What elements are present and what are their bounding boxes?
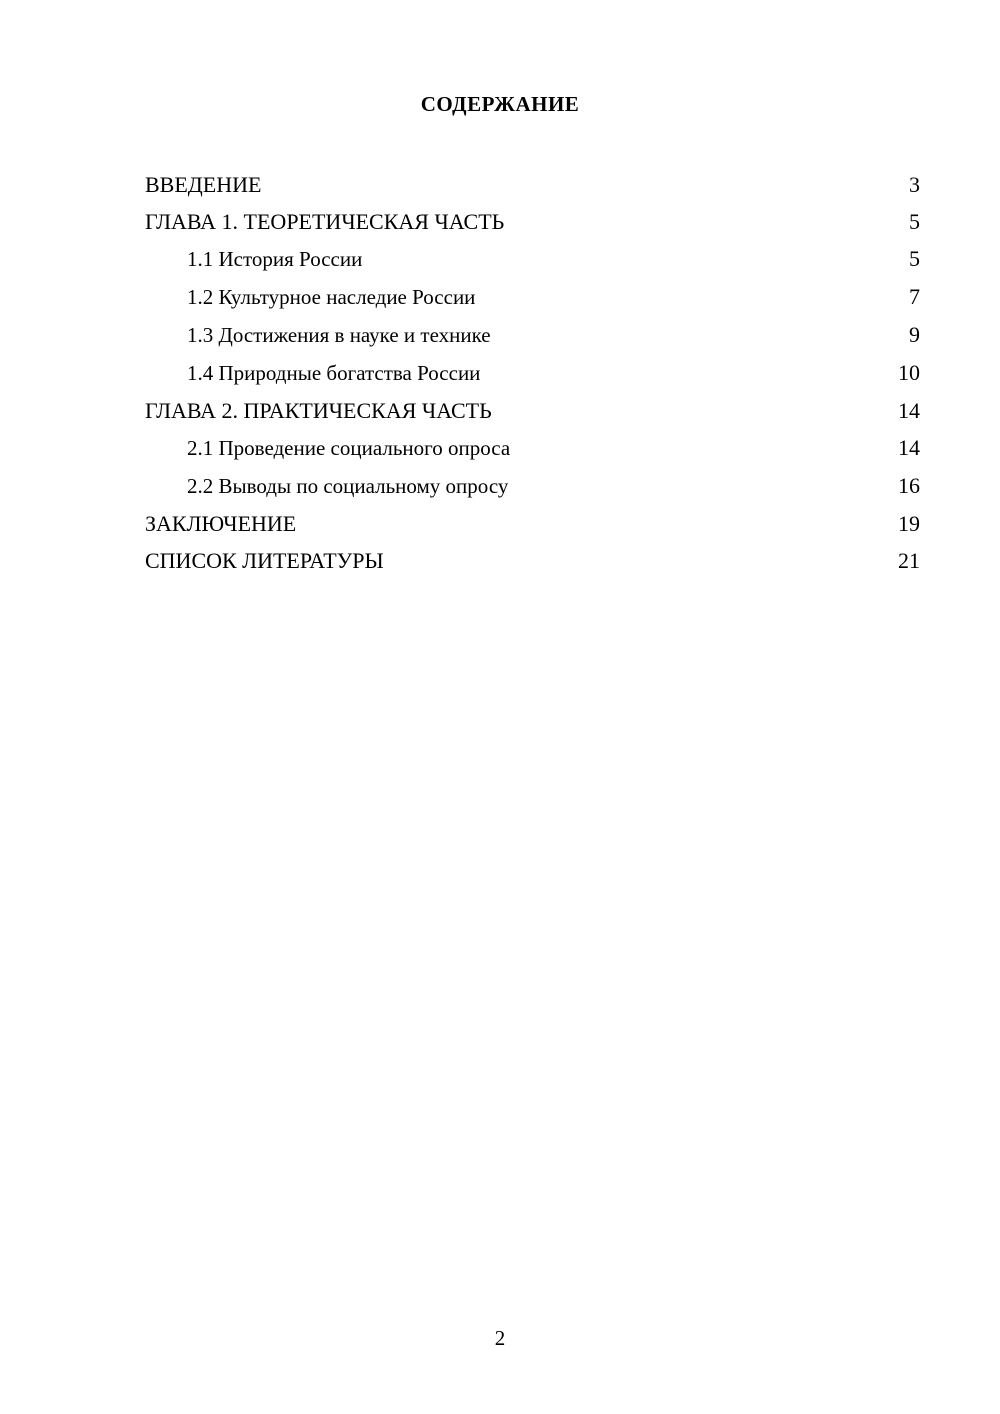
toc-entry-page: 9 [909, 322, 920, 347]
toc-entry-label: 1.1 История России [187, 247, 363, 271]
toc-entry-1-3[interactable] [145, 316, 920, 354]
toc-entry-2-2[interactable] [145, 467, 920, 505]
toc-entry-chapter-1[interactable] [145, 203, 920, 240]
page-footer-number: 2 [494, 1326, 506, 1350]
toc-entry-label: 2.2 Выводы по социальному опросу [187, 474, 509, 498]
toc-entry-label: СПИСОК ЛИТЕРАТУРЫ [145, 548, 384, 573]
toc-entry-label: 2.1 Проведение социального опроса [187, 436, 511, 460]
toc-entry-page: 14 [898, 398, 920, 423]
toc-entry-chapter-2[interactable] [145, 392, 920, 429]
toc-entry-1-2[interactable] [145, 278, 920, 316]
toc-entry-1-4[interactable] [145, 354, 920, 392]
toc-entry-introduction[interactable] [145, 166, 920, 203]
toc-entry-1-1[interactable] [145, 240, 920, 278]
toc-entry-label: 1.4 Природные богатства России [187, 361, 481, 385]
toc-entry-page: 5 [909, 209, 920, 234]
toc-entry-page: 16 [898, 473, 920, 498]
page-title: СОДЕРЖАНИЕ [420, 92, 580, 116]
toc-entry-label: ЗАКЛЮЧЕНИЕ [145, 511, 297, 536]
toc-entry-references[interactable] [145, 542, 920, 579]
toc-entry-page: 19 [898, 511, 920, 536]
toc-entry-label: ВВЕДЕНИЕ [145, 172, 262, 197]
toc-entry-page: 5 [909, 246, 920, 271]
toc-entry-label: ГЛАВА 1. ТЕОРЕТИЧЕСКАЯ ЧАСТЬ [145, 209, 505, 234]
toc-entry-page: 3 [909, 172, 920, 197]
toc-entry-page: 10 [898, 360, 920, 385]
table-of-contents [145, 166, 920, 579]
toc-entry-page: 14 [898, 435, 920, 460]
toc-entry-2-1[interactable] [145, 429, 920, 467]
toc-entry-label: 1.3 Достижения в науке и технике [187, 323, 491, 347]
toc-entry-label: ГЛАВА 2. ПРАКТИЧЕСКАЯ ЧАСТЬ [145, 398, 492, 423]
toc-entry-page: 21 [898, 548, 920, 573]
toc-entry-page: 7 [909, 284, 920, 309]
toc-entry-label: 1.2 Культурное наследие России [187, 285, 476, 309]
toc-entry-conclusion[interactable] [145, 505, 920, 542]
